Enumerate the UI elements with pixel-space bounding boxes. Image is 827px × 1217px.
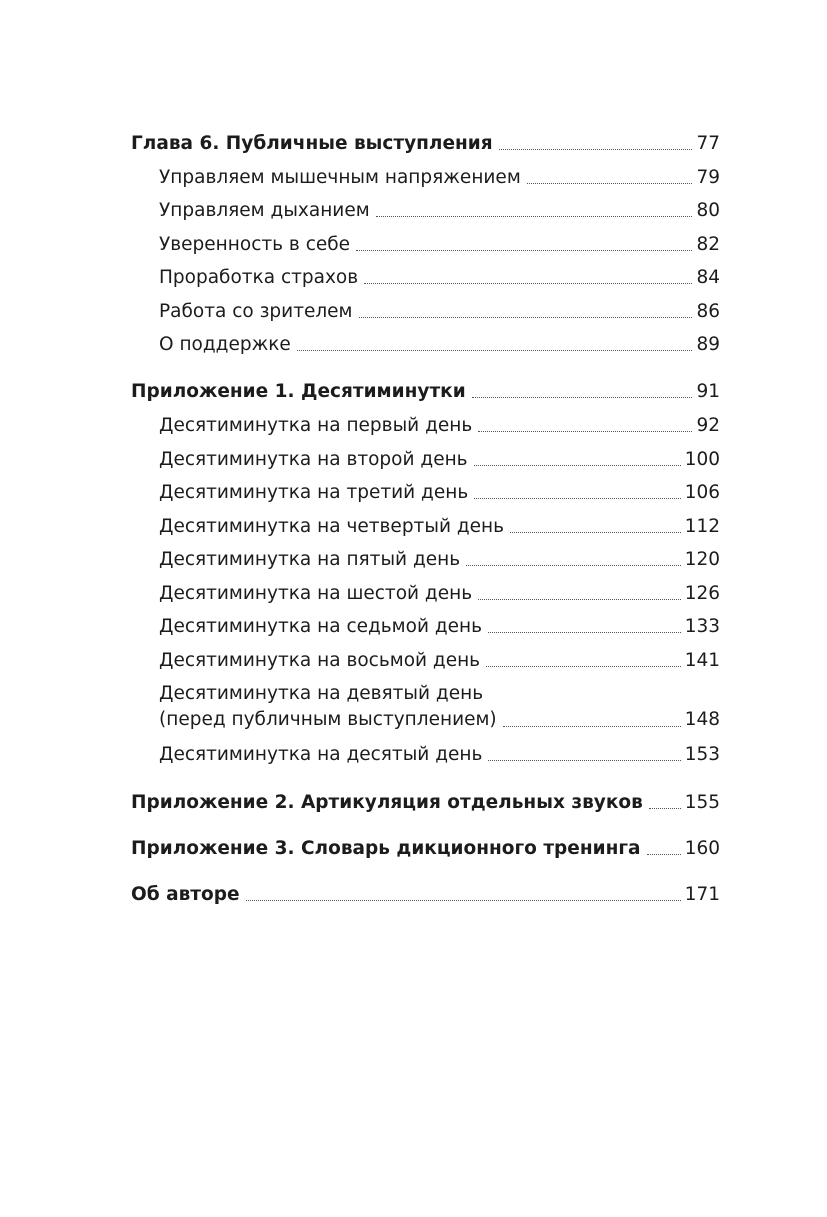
toc-entry-page: 100 [684, 448, 720, 470]
toc-entry-page: 82 [696, 233, 720, 255]
dot-leader [527, 182, 693, 184]
toc-entry[interactable] [131, 505, 720, 539]
dot-leader [246, 899, 681, 901]
toc-entry-title: Десятиминутка на десятый день [159, 743, 483, 765]
toc-entry-page: 92 [696, 415, 720, 436]
toc-entry[interactable] [131, 290, 720, 324]
toc-entry-page: 91 [696, 381, 720, 402]
dot-leader [478, 598, 681, 600]
toc-entry-chapter-6[interactable] [131, 124, 720, 156]
toc-entry-title [159, 681, 497, 733]
toc-entry-title: Десятиминутка на восьмой день [159, 649, 481, 671]
toc-entry-page: 112 [684, 515, 720, 537]
toc-entry-page: 77 [696, 133, 720, 154]
toc-entry-page: 106 [684, 482, 720, 503]
toc-entry-title-line: Десятиминутка на девятый день [159, 682, 484, 704]
toc-entry-page: 120 [684, 549, 720, 570]
dot-leader [649, 807, 681, 809]
toc-entry-appendix-1[interactable] [131, 357, 720, 404]
toc-entry-title: Десятиминутка на четвертый день [159, 515, 505, 537]
dot-leader [356, 249, 692, 251]
toc-entry-page: 84 [696, 267, 720, 288]
toc-entry-title: Десятиминутка на третий день [159, 482, 469, 503]
table-of-contents [131, 124, 720, 907]
toc-entry[interactable] [131, 673, 720, 733]
toc-entry[interactable] [131, 324, 720, 358]
toc-entry-page: 153 [684, 743, 720, 765]
dot-leader [474, 464, 681, 466]
dot-leader [478, 430, 692, 432]
toc-entry-page: 141 [684, 649, 720, 671]
toc-entry-page: 160 [684, 837, 720, 859]
dot-leader [647, 853, 681, 855]
dot-leader [488, 759, 680, 761]
toc-entry-title: Приложение 1. Десятиминутки [131, 381, 466, 402]
toc-entry[interactable] [131, 572, 720, 606]
toc-entry[interactable] [131, 438, 720, 472]
toc-entry-title: Десятиминутка на седьмой день [159, 616, 483, 637]
toc-entry-page: 126 [684, 582, 720, 604]
toc-entry-title: О поддержке [159, 334, 291, 355]
toc-entry-title: Приложение 2. Артикуляция отдельных звуков [131, 791, 643, 813]
dot-leader [503, 725, 681, 727]
dot-leader [488, 631, 681, 633]
dot-leader [466, 564, 681, 566]
toc-entry-title: Десятиминутка на первый день [159, 415, 473, 436]
dot-leader [364, 282, 692, 284]
toc-entry-page: 79 [696, 166, 720, 188]
dot-leader [297, 349, 693, 351]
toc-entry[interactable] [131, 257, 720, 291]
toc-entry[interactable] [131, 472, 720, 506]
toc-entry-title: Об авторе [131, 883, 240, 905]
dot-leader [472, 396, 693, 398]
toc-entry-page: 155 [684, 791, 720, 813]
toc-entry-title: Уверенность в себе [159, 233, 351, 255]
toc-entry[interactable] [131, 190, 720, 224]
toc-entry[interactable] [131, 733, 720, 767]
dot-leader [486, 665, 681, 667]
toc-entry-title: Управляем мышечным напряжением [159, 166, 521, 188]
toc-entry-title: Десятиминутка на шестой день [159, 582, 473, 604]
toc-entry-about-author[interactable] [131, 861, 720, 907]
toc-entry-page: 171 [684, 883, 720, 905]
toc-entry-appendix-2[interactable] [131, 767, 720, 815]
toc-entry[interactable] [131, 539, 720, 573]
toc-entry[interactable] [131, 639, 720, 673]
toc-entry-title-line: (перед публичным выступлением) [159, 708, 497, 730]
dot-leader [376, 215, 693, 217]
toc-entry[interactable] [131, 404, 720, 438]
dot-leader [510, 531, 681, 533]
toc-entry[interactable] [131, 223, 720, 257]
toc-entry-title: Глава 6. Публичные выступления [131, 133, 493, 154]
dot-leader [499, 148, 693, 150]
toc-entry-title: Приложение 3. Словарь дикционного тренинга [131, 837, 641, 859]
toc-entry-page: 148 [684, 708, 720, 730]
toc-entry-page: 89 [696, 334, 720, 355]
toc-entry[interactable] [131, 606, 720, 640]
toc-entry-appendix-3[interactable] [131, 815, 720, 861]
toc-entry-title: Работа со зрителем [159, 300, 353, 322]
toc-entry[interactable] [131, 156, 720, 190]
toc-entry-title: Управляем дыханием [159, 200, 370, 221]
toc-entry-title: Проработка страхов [159, 267, 359, 288]
dot-leader [474, 497, 680, 499]
toc-entry-page: 133 [684, 616, 720, 637]
toc-entry-page: 80 [696, 200, 720, 221]
toc-entry-page: 86 [696, 300, 720, 322]
toc-entry-title: Десятиминутка на второй день [159, 448, 468, 470]
toc-entry-title: Десятиминутка на пятый день [159, 549, 461, 570]
dot-leader [359, 316, 693, 318]
